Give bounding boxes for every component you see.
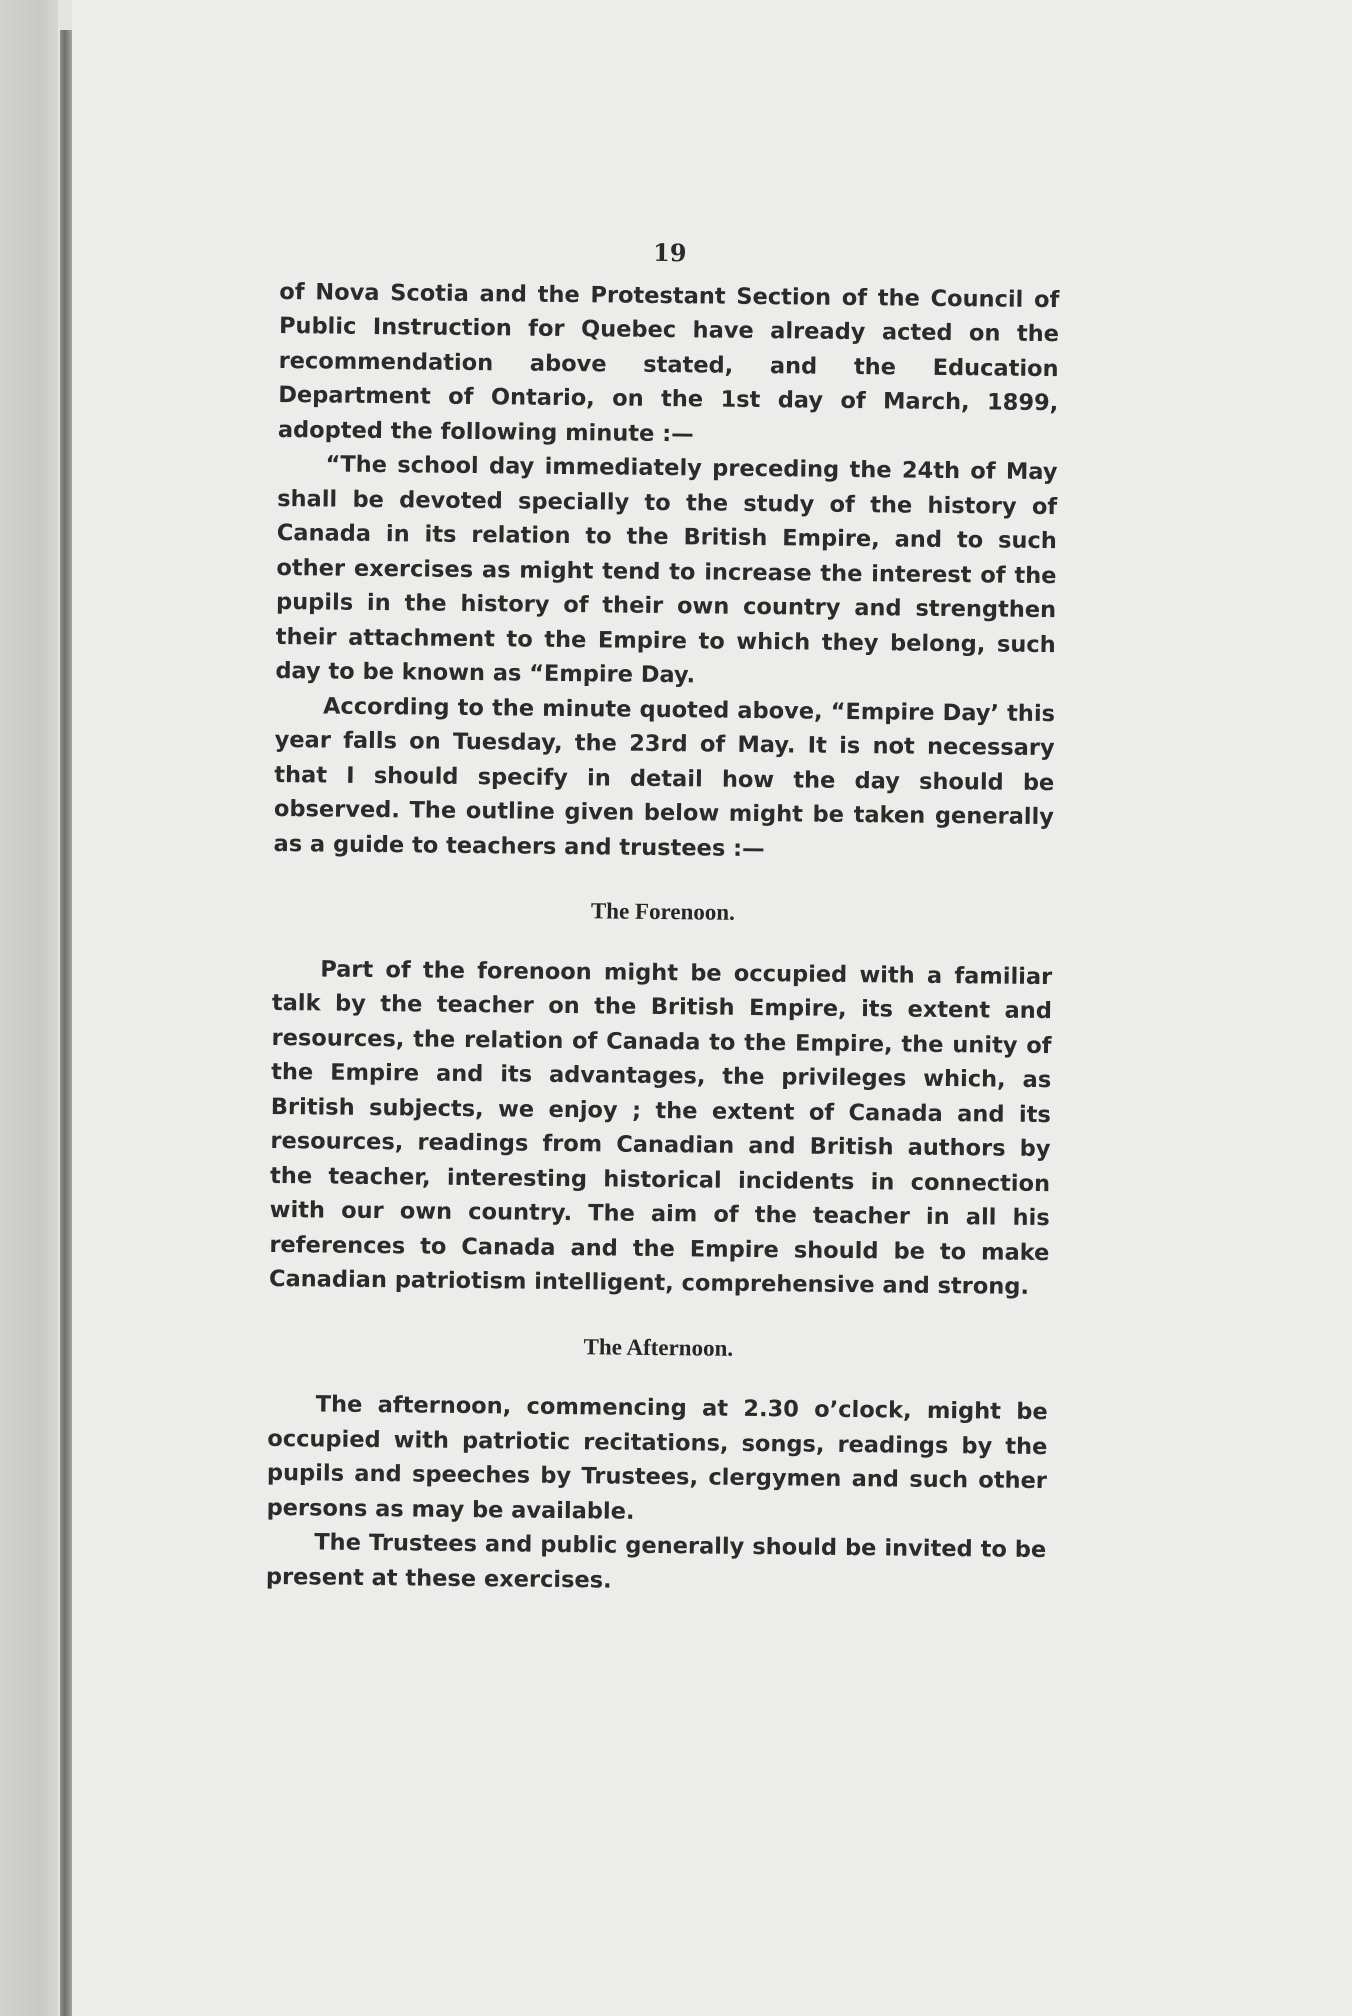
- page-number: 19: [652, 237, 687, 268]
- paragraph-trustees-invited: The Trustees and public generally should be invited to be present at these exercises.: [265, 1529, 1047, 1594]
- paragraph-afternoon: The afternoon, commencing at 2.30 o’clock, might be occupied with patriotic recitations, songs, readings by the pupils and speeches by Trustees, clergymen and such other persons as may be available.: [266, 1391, 1048, 1525]
- paragraph-minute-quote: “The school day immediately preceding the 24th of May shall be devoted specially to the study of the history of Canada in its relation to the British Empire, and to such other exercises as might tend to increase the interest of the pupils in the history of their own country and strengthen their attachment to the Empire to which they belong, such day to be known as “Empire Day.: [275, 451, 1058, 689]
- heading-afternoon: The Afternoon.: [583, 1333, 734, 1361]
- page-text-block: [266, 232, 1060, 1602]
- paragraph-forenoon: Part of the forenoon might be occupied with a familiar talk by the teacher on the British Empire, its extent and resources, the relation of Canada to the Empire, the unity of the Empire and its advantages, the privileges which, as British subjects, we enjoy ; the extent of Canada and its resources, readings from Canadian and British authors by the teacher, interesting historical incidents in connection with our own country. The aim of the teacher in all his references to Canada and the Empire should be to make Canadian patriotism intelligent, comprehensive and strong.: [268, 955, 1053, 1300]
- scan-left-margin: [0, 0, 58, 2016]
- heading-forenoon: The Forenoon.: [590, 898, 736, 925]
- book-binding-edge: [60, 30, 72, 2016]
- paragraph-intro: of Nova Scotia and the Protestant Section of the Council of Public Instruction for Quebec have already acted on the recommendation above stated, and the Education Department of Ontario, on the 1st day of March, 1899, adopted the following minute :—: [277, 278, 1060, 447]
- paragraph-empire-day-date: According to the minute quoted above, “Empire Day’ this year falls on Tuesday, the 23rd of May. It is not necessary that I should specify in detail how the day should be observed. The outline given below might be taken generally as a guide to teachers and trustees :—: [273, 692, 1056, 862]
